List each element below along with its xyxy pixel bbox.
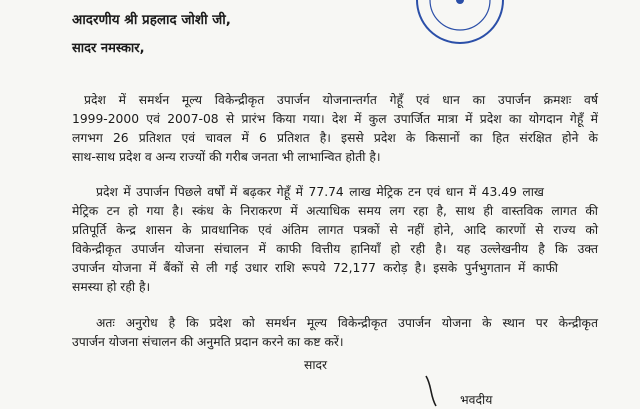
signoff: भवदीय [460,393,493,407]
paragraph-3-line-1: अतः अनुरोध है कि प्रदेश को समर्थन मूल्य विकेन्द्रीकृत उपार्जन योजना के स्थान पर केन्द्रीकृत [96,316,598,330]
paragraph-2-line-6: समस्या हो रही है। [72,280,151,294]
paragraph-2-line-4: विकेन्द्रीकृत उपार्जन योजना संचालन में काफी वित्तीय हानियाँ हो रही है। यह उल्लेखनीय है कि उक्त [72,242,598,256]
paragraph-1-line-1: प्रदेश में समर्थन मूल्य विकेन्द्रीकृत उपार्जन योजनान्तर्गत गेहूँ एवं धान का उपार्जन क्रमशः वर्ष [84,93,598,107]
salutation: आदरणीय श्री प्रहलाद जोशी जी, [72,12,231,28]
paragraph-2-line-1: प्रदेश में उपार्जन पिछले वर्षों में बढ़कर गेहूँ में 77.74 लाख मेट्रिक टन एवं धान में 43.49 लाख [96,185,544,199]
closing: सादर [304,358,328,372]
paragraph-3-line-2: उपार्जन योजना संचालन की अनुमति प्रदान करने का कष्ट करें। [72,335,344,349]
paragraph-2-line-2: मेट्रिक टन हो गया है। स्कंध के निराकरण में अत्याधिक समय लग रहा है, साथ ही वास्तविक लागत की [72,204,598,218]
paragraph-2-line-5: उपार्जन योजना में बैंकों से ली गई उधार राशि रूपये 72,177 करोड़ है। इसके पुर्नभुगतान में काफी [72,261,558,275]
paragraph-2-line-3: प्रतिपूर्ति केन्द्र शासन के प्रावधानिक एवं अंतिम लागत पत्रकों से नहीं होने, आदि कारणों से राज्य को [72,223,598,237]
official-seal-stamp [414,0,506,46]
paragraph-1-line-3: लगभग 26 प्रतिशत एवं चावल में 6 प्रतिशत है। इससे प्रदेश के किसानों का हित संरक्षित होने के [72,131,598,145]
greeting: सादर नमस्कार, [72,41,145,56]
paragraph-1-line-2: 1999-2000 एवं 2007-08 से प्रारंभ किया गया। देश में कुल उपार्जित मात्रा में प्रदेश का योगदान गेहूँ में [72,112,598,126]
paragraph-1-line-4: साथ-साथ प्रदेश व अन्य राज्यों की गरीब जनता भी लाभान्वित होती है। [72,150,381,164]
